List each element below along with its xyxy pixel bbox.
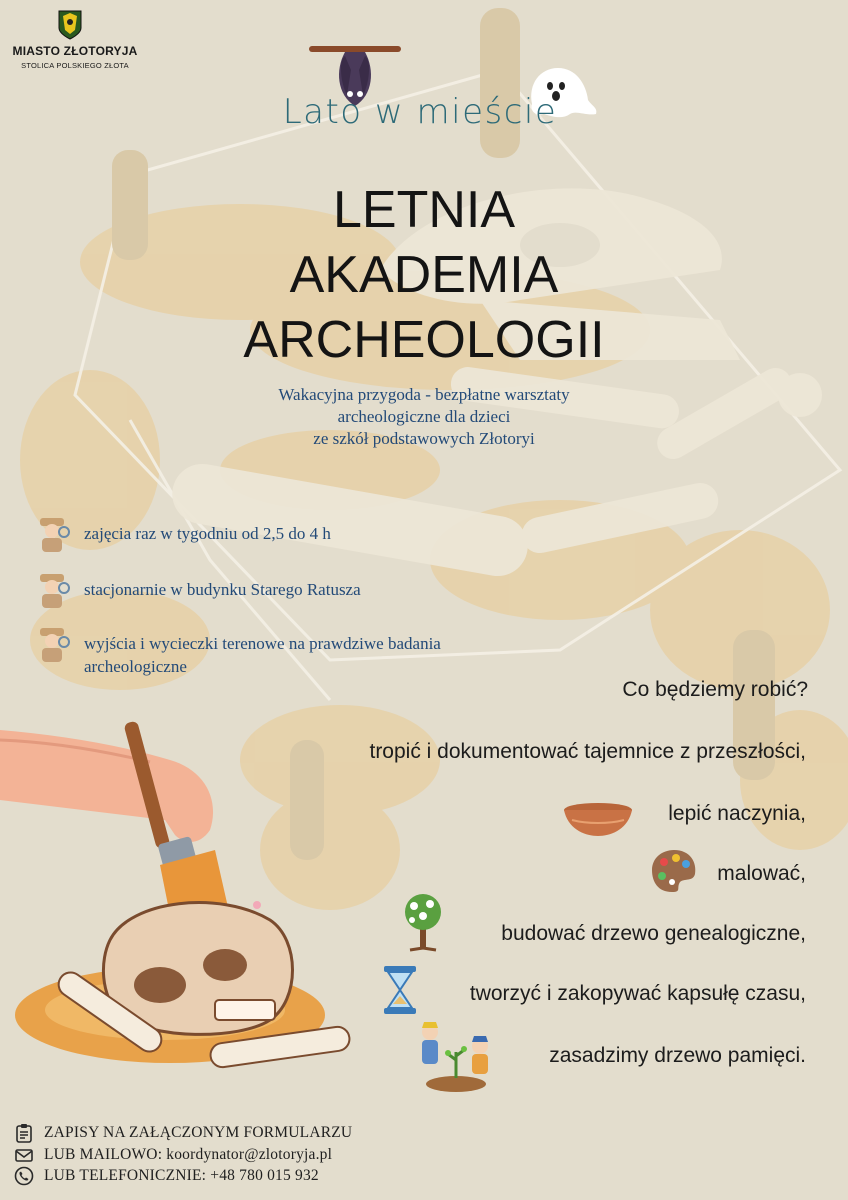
contact-phone: [14, 1166, 319, 1186]
activity-item: lepić naczynia,: [668, 802, 806, 825]
contact-form-text: ZAPISY NA ZAŁĄCZONYM FORMULARZU: [44, 1124, 353, 1141]
archaeologist-icon: [32, 624, 72, 664]
bullet-item-field-trips: [32, 624, 552, 678]
hourglass-icon: [382, 964, 418, 1016]
logo-title: MIASTO ZŁOTORYJA: [12, 44, 138, 58]
subtitle: [200, 384, 648, 450]
bullet-text-line-1: wyjścia i wycieczki terenowe na prawdziwe badania: [84, 634, 441, 653]
bullet-text: [84, 624, 441, 678]
summer-in-city-tagline: Lato w mieście: [282, 92, 558, 132]
bullet-item-location: [32, 570, 552, 610]
subtitle-line-3: ze szkół podstawowych Złotoryi: [313, 429, 535, 448]
activity-item: budować drzewo genealogiczne,: [501, 922, 806, 945]
activity-item: tropić i dokumentować tajemnice z przeszłości,: [369, 740, 806, 763]
contact-form: [14, 1123, 352, 1143]
page-title: [160, 178, 688, 373]
kids-planting-tree-icon: [410, 1018, 502, 1094]
archaeologist-icon: [32, 570, 72, 610]
contact-phone-text[interactable]: LUB TELEFONICZNIE: +48 780 015 932: [44, 1167, 319, 1184]
subtitle-line-1: Wakacyjna przygoda - bezpłatne warsztaty: [278, 385, 570, 404]
archaeologist-icon: [32, 514, 72, 554]
bullet-text: zajęcia raz w tygodniu od 2,5 do 4 h: [84, 524, 331, 543]
activity-item: malować,: [717, 862, 806, 885]
subtitle-line-2: archeologiczne dla dzieci: [337, 407, 511, 426]
city-crest-logo: [58, 10, 82, 40]
family-tree-icon: [398, 892, 448, 952]
clipboard-icon: [14, 1123, 34, 1143]
bullet-text-line-2: archeologiczne: [84, 657, 187, 676]
email-icon: [14, 1145, 34, 1165]
activity-item: zasadzimy drzewo pamięci.: [549, 1044, 806, 1067]
title-line-3: ARCHEOLOGII: [243, 311, 605, 369]
bullet-text: stacjonarnie w budynku Starego Ratusza: [84, 580, 361, 599]
contact-email: [14, 1145, 332, 1165]
contact-email-text[interactable]: LUB MAILOWO: koordynator@zlotoryja.pl: [44, 1146, 333, 1163]
title-line-1: LETNIA: [332, 181, 516, 239]
phone-icon: [14, 1166, 34, 1186]
clay-bowl-icon: [562, 802, 634, 838]
activity-item: tworzyć i zakopywać kapsułę czasu,: [469, 982, 806, 1005]
logo-subtitle: STOLICA POLSKIEGO ZŁOTA: [21, 61, 129, 70]
title-line-2: AKADEMIA: [289, 246, 559, 304]
bullet-item-schedule: [32, 514, 552, 554]
paint-palette-icon: [650, 848, 698, 894]
activities-title: Co będziemy robić?: [622, 678, 808, 701]
